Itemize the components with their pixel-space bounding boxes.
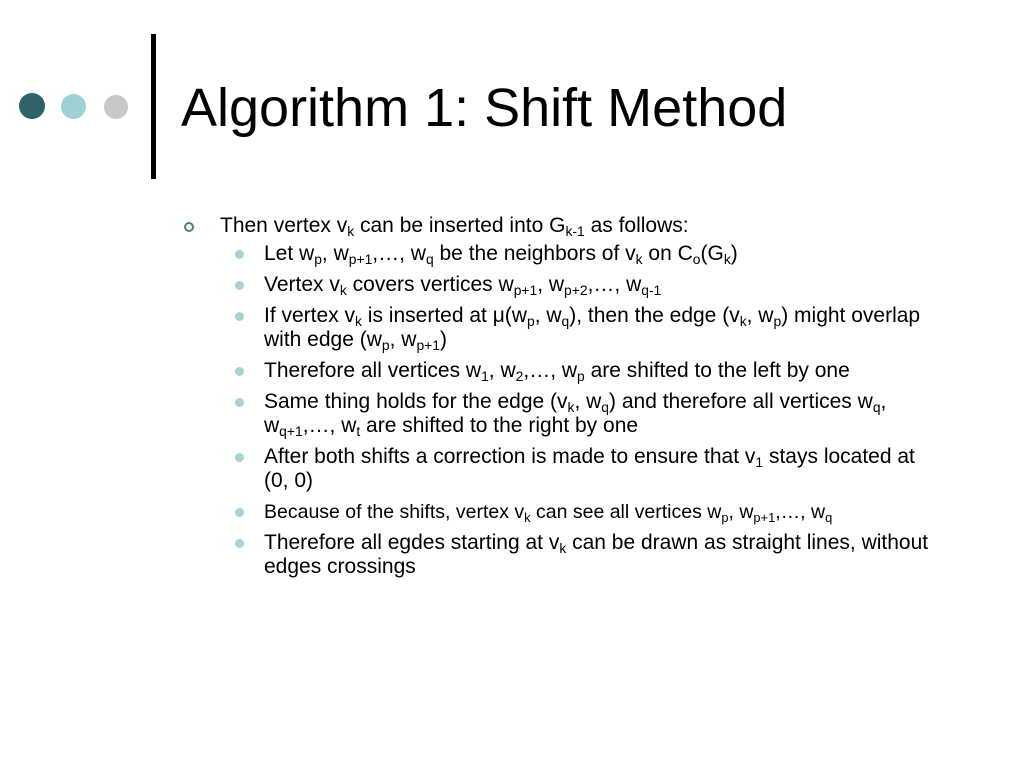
slide-title: Algorithm 1: Shift Method: [181, 78, 788, 138]
dot-bullet-icon: [235, 281, 244, 290]
list-item: [184, 500, 944, 524]
list-item-text: Let $w_p$, $w_{p+1},\dots$, $w_q$ be the neighbors of $v_k$ on $C_o(G_k)$: [264, 242, 738, 268]
main-bullet-text: Then vertex $v_k$ can be inserted into $G_{k-1}$ as follows:: [220, 214, 689, 240]
dot-bullet-icon: [235, 508, 244, 517]
list-item: [184, 304, 944, 352]
dot-bullet-icon: [235, 398, 244, 407]
list-item-text: If vertex $v_k$ is inserted at $\mu(w_p$, $w_q$), then the edge ($v_k$, $w_p$) might overlap with edge ($w_p$, $w_{p+1}$): [264, 304, 921, 354]
dot-bullet-icon: [235, 367, 244, 376]
list-item-text: Therefore all egdes starting at $v_k$ can be drawn as straight lines, without edges crossings: [264, 531, 929, 578]
list-item-text: Because of the shifts, vertex $v_k$ can see all vertices $w_p$, $w_{p+1},\dots$, $w_q$: [264, 501, 833, 525]
hollow-circle-bullet-icon: [184, 222, 194, 232]
list-item: [184, 531, 944, 579]
list-item: [184, 390, 944, 438]
decorative-dot-light: [61, 94, 86, 119]
list-item: [184, 359, 944, 383]
list-item: [184, 273, 944, 297]
list-item-text: Same thing holds for the edge ($v_k$, $w_q$) and therefore all vertices $w_q$, $w_{q+1},\dots$, $w_t$ are shifted to the right by one: [264, 390, 887, 440]
dot-bullet-icon: [235, 312, 244, 321]
list-item-text: After both shifts a correction is made to ensure that $v_1$ stays located at (0, 0): [264, 445, 915, 492]
decorative-dot-dark: [19, 93, 45, 119]
list-item-text: Vertex $v_k$ covers vertices $w_{p+1}$, $w_{p+2},\dots$, $w_{q-1}$: [264, 273, 662, 299]
sub-bullet-list: [184, 242, 984, 579]
list-item: [184, 242, 944, 266]
dot-bullet-icon: [235, 453, 244, 462]
dot-bullet-icon: [235, 539, 244, 548]
list-item: [184, 445, 944, 493]
title-divider-line: [151, 34, 156, 179]
dot-bullet-icon: [235, 250, 244, 259]
decorative-dot-gray: [104, 95, 128, 119]
list-item-text: Therefore all vertices $w_1$, $w_2,\dots$, $w_p$ are shifted to the left by one: [264, 359, 850, 385]
main-bullet: [184, 212, 984, 240]
slide-body: [184, 212, 984, 586]
